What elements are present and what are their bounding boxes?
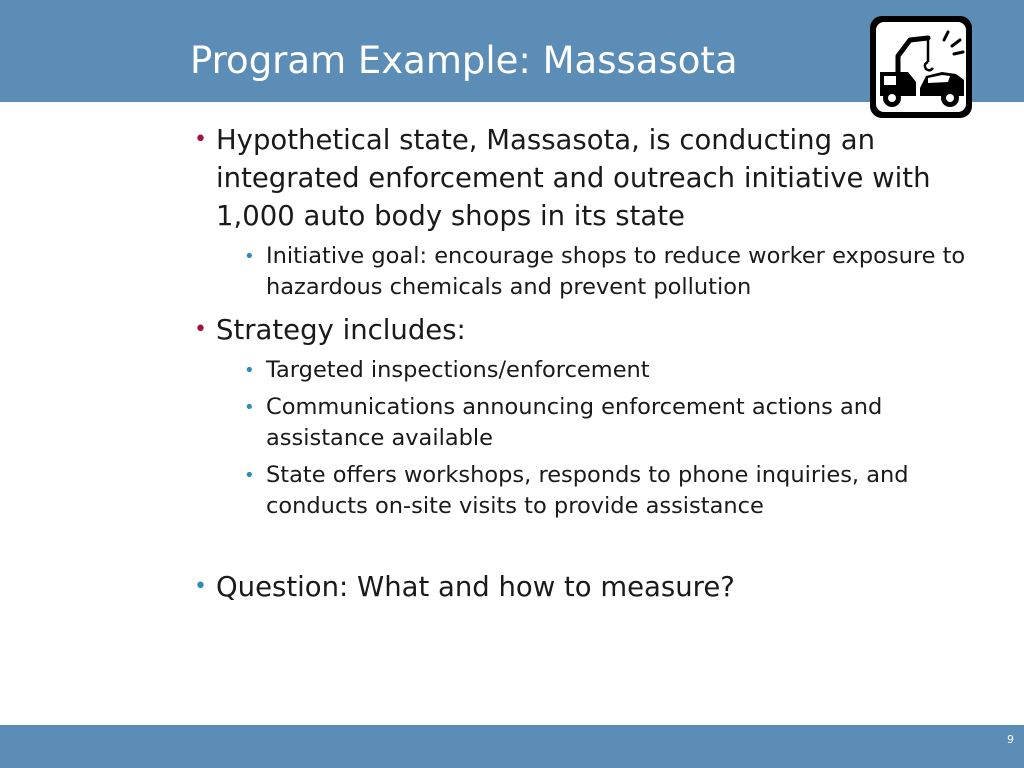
sub-bullet-goal [192,241,982,303]
bullet-marker: • [244,246,255,267]
page-number: 9 [1007,733,1014,746]
sub-bullet-communications [192,392,982,454]
bullet-text: Targeted inspections/enforcement [266,357,650,383]
slide-title: Program Example: Massasota [190,39,738,82]
bullet-marker: • [194,574,207,599]
footer-bar [0,725,1024,768]
sub-bullet-inspections [192,355,982,386]
bullet-marker: • [244,360,255,381]
bullet-marker: • [194,127,207,152]
bullet-text: Communications announcing enforcement actions and assistance available [266,394,883,451]
bullet-text: Strategy includes: [216,314,466,346]
bullet-strategy [192,311,982,349]
bullet-text: State offers workshops, responds to phone inquiries, and conducts on-site visits to provide assistance [266,462,909,519]
bullet-text: Initiative goal: encourage shops to reduce worker exposure to hazardous chemicals and prevent pollution [266,243,966,300]
tow-truck-icon [870,16,972,118]
bullet-marker: • [244,397,255,418]
bullet-text: Hypothetical state, Massasota, is conducting an integrated enforcement and outreach initiative with 1,000 auto body shops in its state [216,124,931,232]
bullet-marker: • [194,317,207,342]
bullet-marker: • [244,465,255,486]
slide-content [192,121,982,606]
bullet-question [192,568,982,606]
sub-bullet-workshops [192,460,982,522]
bullet-text: Question: What and how to measure? [216,571,735,603]
bullet-initiative [192,121,982,235]
